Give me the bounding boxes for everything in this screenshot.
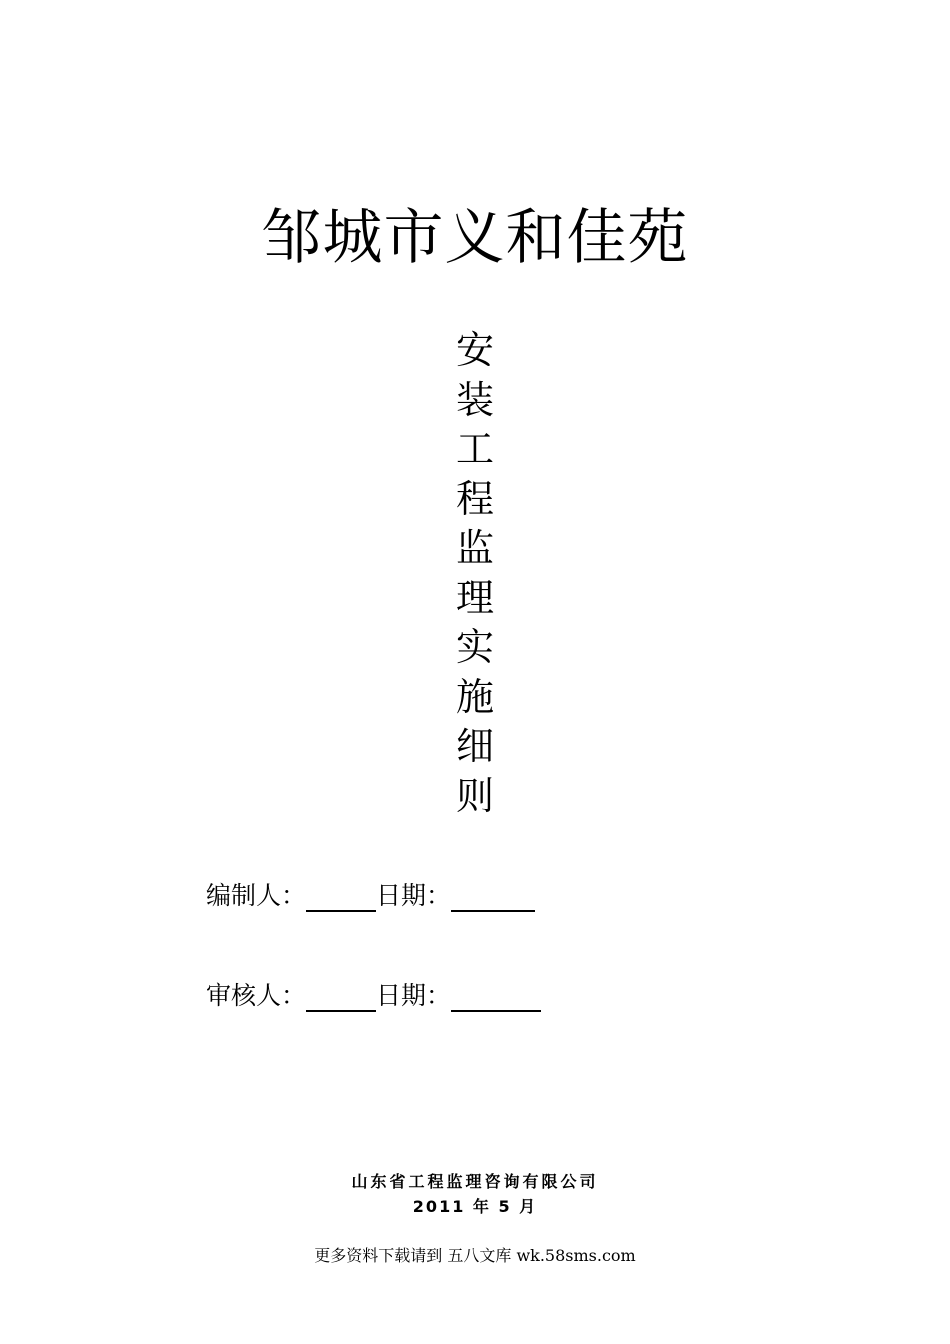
document-date: 2011 年 5 月 [412, 1197, 538, 1216]
subtitle-char: 监 [455, 526, 494, 570]
reviewer-date-label: 日期： [376, 981, 452, 1010]
subtitle-char: 施 [455, 674, 494, 719]
compiler-date-blank [451, 880, 535, 912]
company-name: 山东省工程监理咨询有限公司 [351, 1172, 599, 1191]
reviewer-label: 审核人： [206, 981, 307, 1010]
subtitle-char: 装 [455, 377, 494, 422]
reviewer-date-blank [451, 980, 541, 1012]
reviewer-signature-row [206, 976, 541, 1016]
document-subtitle-vertical [445, 326, 505, 821]
footer-link-text: 更多资料下载请到 五八文库 wk.58sms.com [314, 1246, 636, 1265]
subtitle-char: 程 [455, 476, 494, 521]
compiler-signature-row [206, 876, 535, 916]
subtitle-char: 则 [455, 773, 494, 818]
subtitle-char: 理 [455, 575, 494, 620]
document-title: 邹城市义和佳苑 [261, 203, 689, 273]
subtitle-char: 实 [455, 625, 494, 669]
subtitle-char: 安 [455, 328, 494, 372]
compiler-date-label: 日期： [376, 881, 452, 910]
compiler-label: 编制人： [206, 881, 307, 910]
subtitle-char: 工 [455, 427, 494, 471]
subtitle-char: 细 [455, 724, 494, 768]
reviewer-name-blank [306, 980, 376, 1012]
compiler-name-blank [306, 880, 376, 912]
